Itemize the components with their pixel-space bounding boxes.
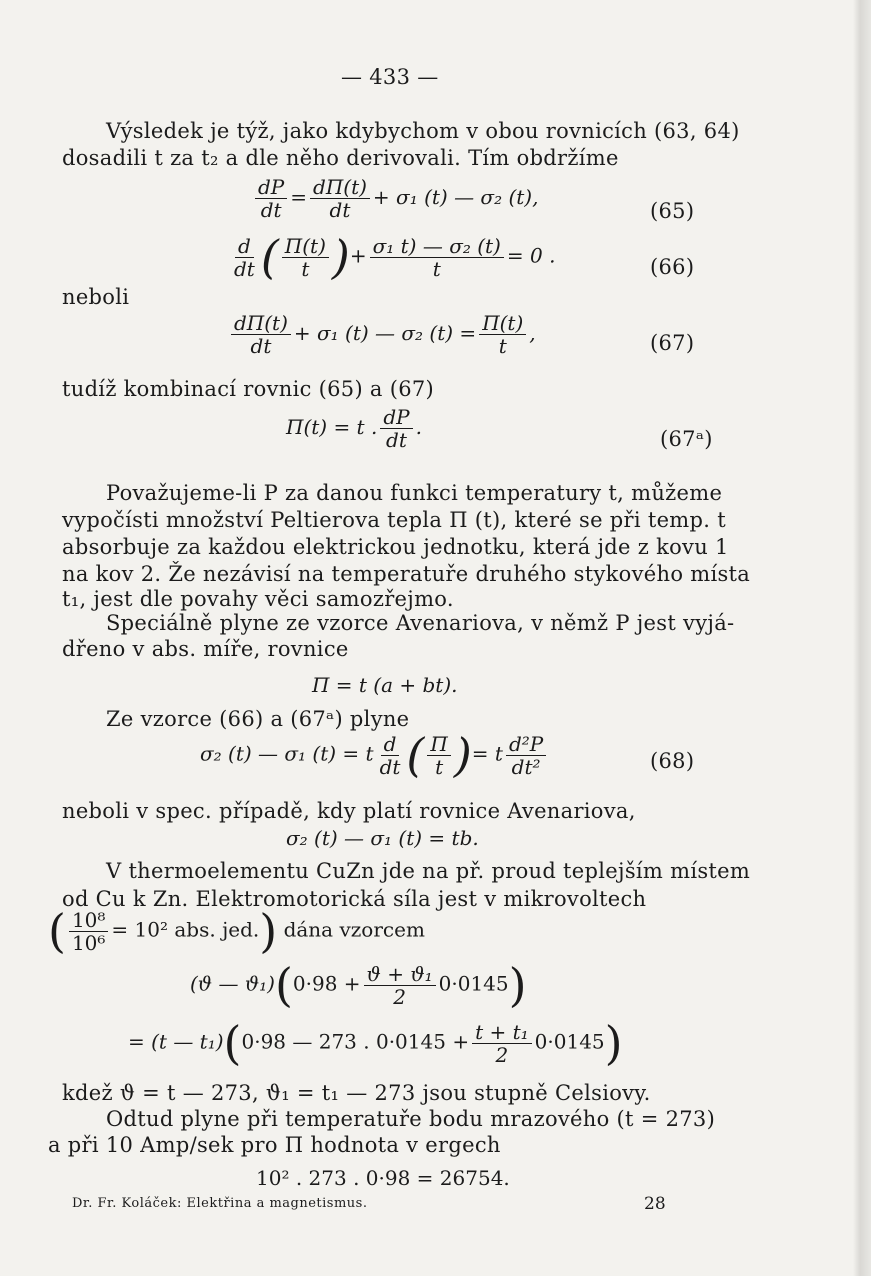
paragraph-line: Ze vzorce (66) a (67ᵃ) plyne	[106, 707, 410, 731]
paragraph-line: Považujeme-li P za danou funkci temperatury t, můžeme	[106, 481, 723, 505]
equation-67: $\frac{d\Pi(t)}{dt}$ + σ₁ (t) — σ₂ (t) = $\frac{\Pi(t)}{t}$ ,	[228, 312, 536, 357]
paragraph-line: t₁, jest dle povahy věci samozřejmo.	[62, 587, 454, 611]
paragraph-line: vypočísti množství Peltierova tepla Π (t), které se při temp. t	[62, 508, 726, 532]
footer-sheet-number: 28	[644, 1194, 666, 1214]
paragraph-line: a při 10 Amp/sek pro Π hodnota v ergech	[48, 1133, 501, 1157]
equation-68: σ₂ (t) — σ₁ (t) = t $\frac{d}{dt}$ ( $\frac{\Pi}{t}$ )= t $\frac{\text{d²P}}{\text{dt²}}$	[200, 732, 549, 778]
equation-66: $\frac{d}{dt}$ ( $\frac{\Pi(t)}{t}$ )+ $\frac{\text{σ₁ t) — σ₂ (t)}}{t}$ = 0 .	[234, 230, 556, 284]
equation-label: (68)	[650, 749, 695, 773]
equation-label: (66)	[650, 255, 695, 279]
equation-label: (67ᵃ)	[660, 427, 713, 451]
paragraph-line: od Cu k Zn. Elektromotorická síla jest v mikrovoltech	[62, 887, 647, 911]
equation-65: $\frac{dP}{dt}$ = $\frac{d\Pi(t)}{dt}$ + σ₁ (t) — σ₂ (t),	[252, 176, 538, 221]
equation-pi: Π = t (a + bt).	[312, 673, 458, 697]
equation-label: (67)	[650, 331, 695, 355]
book-spine	[853, 0, 871, 1276]
paragraph-line: tudíž kombinací rovnic (65) a (67)	[62, 377, 435, 401]
paragraph-line: Speciálně plyne ze vzorce Avenariova, v němž P jest vyjá-	[106, 611, 735, 635]
paragraph-line: V thermoelementu CuZn jde na př. proud teplejším místem	[106, 859, 751, 883]
equation-label: (65)	[650, 199, 695, 223]
paragraph-line: Odtud plyne při temperatuře bodu mrazového (t = 273)	[106, 1107, 716, 1131]
page-number: — 433 —	[341, 65, 439, 89]
paragraph-line: neboli v spec. případě, kdy platí rovnice Avenariova,	[62, 799, 636, 823]
equation-67a: Π(t) = t . $\frac{dP}{dt}$ .	[286, 405, 422, 452]
paragraph-line: dřeno v abs. míře, rovnice	[62, 637, 349, 661]
paragraph-line: Výsledek je týž, jako kdybychom v obou rovnicích (63, 64)	[106, 119, 740, 143]
paragraph-line: dosadili t za t₂ a dle něho derivovali. Tím obdržíme	[62, 146, 619, 170]
paragraph-line: absorbuje za každou elektrickou jednotku, která jde z kovu 1	[62, 535, 729, 559]
neboli-text: neboli	[62, 285, 130, 309]
equation-sigma: σ₂ (t) — σ₁ (t) = tb.	[286, 826, 479, 850]
equation-final: 10² . 273 . 0·98 = 26754.	[256, 1166, 510, 1190]
paragraph-line: na kov 2. Že nezávisí na temperatuře druhého stykového místa	[62, 562, 751, 586]
units-line: ( $\frac{\text{10⁸}}{\text{10⁶}}$ = 10² abs. jed.) dána vzorcem	[48, 904, 425, 958]
equation-emf-2: = (t — t₁)(0·98 — 273 . 0·0145 + $\frac{\text{t + t₁}}{2}$ 0·0145)	[128, 1016, 623, 1070]
footer-author-title: Dr. Fr. Koláček: Elektřina a magnetismus.	[72, 1196, 368, 1211]
equation-emf-1: (ϑ — ϑ₁)(0·98 + $\frac{\text{ϑ + ϑ₁}}{2}$ 0·0145)	[190, 958, 527, 1012]
paragraph-line: kdež ϑ = t — 273, ϑ₁ = t₁ — 273 jsou stupně Celsiovy.	[62, 1081, 651, 1105]
